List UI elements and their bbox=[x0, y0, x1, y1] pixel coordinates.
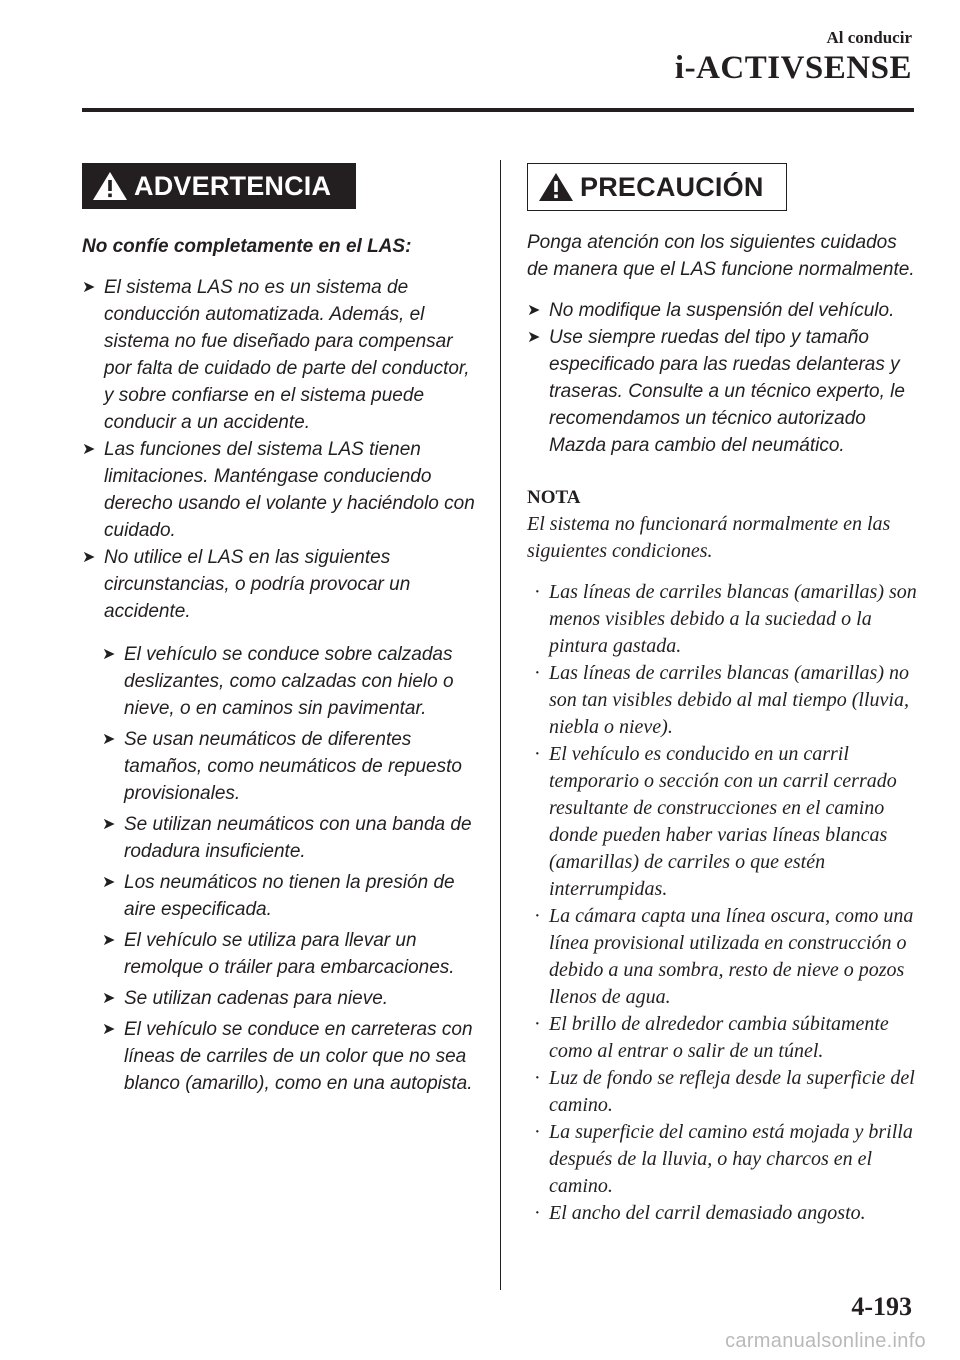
list-item: ➤ El vehículo se utiliza para llevar un remolque o tráiler para embarcaciones. bbox=[102, 927, 482, 981]
bullet-dot-icon: · bbox=[534, 1202, 541, 1224]
column-divider bbox=[500, 160, 501, 1290]
list-item: · Las líneas de carriles blancas (amarillas) no son tan visibles debido al mal tiempo (lluvia, niebla o nieve). bbox=[534, 662, 909, 738]
arrow-right-icon: ➤ bbox=[102, 932, 116, 949]
header-rule bbox=[82, 108, 914, 112]
bullet-dot-icon: · bbox=[534, 1067, 541, 1089]
caution-badge-label: PRECAUCIÓN bbox=[580, 171, 764, 202]
warning-badge bbox=[82, 163, 356, 209]
list-item: · El brillo de alrededor cambia súbitamente como al entrar o salir de un túnel. bbox=[534, 1013, 889, 1062]
warning-box bbox=[82, 163, 482, 1101]
bullet-dot-icon: · bbox=[534, 743, 541, 765]
caution-badge bbox=[527, 163, 787, 211]
list-item: ➤ Se utilizan neumáticos con una banda de rodadura insuficiente. bbox=[102, 811, 482, 865]
list-item: ➤ Los neumáticos no tienen la presión de aire especificada. bbox=[102, 869, 482, 923]
list-item: · Luz de fondo se refleja desde la superficie del camino. bbox=[534, 1067, 915, 1116]
list-item: ➤ No modifique la suspensión del vehículo. bbox=[527, 297, 922, 324]
arrow-right-icon: ➤ bbox=[102, 816, 116, 833]
bullet-dot-icon: · bbox=[534, 662, 541, 684]
chapter-title: i-ACTIVSENSE bbox=[674, 50, 912, 86]
arrow-right-icon: ➤ bbox=[82, 549, 96, 566]
arrow-right-icon: ➤ bbox=[82, 279, 96, 296]
warning-badge-label: ADVERTENCIA bbox=[134, 170, 332, 201]
note-section bbox=[527, 485, 922, 1227]
caution-lead: Ponga atención con los siguientes cuidados de manera que el LAS funcione normalmente. bbox=[527, 232, 915, 280]
bullet-dot-icon: · bbox=[534, 1121, 541, 1143]
caution-box bbox=[527, 163, 922, 1227]
warning-triangle-icon bbox=[538, 172, 574, 202]
bullet-dot-icon: · bbox=[534, 1013, 541, 1035]
list-item: · El vehículo es conducido en un carril temporario o sección con un carril cerrado resultante de construcciones en el camino donde pueden haber varias líneas blancas (amarillas) de carriles o que estén interrumpidas. bbox=[534, 743, 897, 900]
page-header bbox=[675, 28, 912, 88]
list-item: ➤ Se utilizan cadenas para nieve. bbox=[102, 985, 482, 1012]
watermark: carmanualsonline.info bbox=[725, 1330, 926, 1352]
bullet-dot-icon: · bbox=[534, 905, 541, 927]
arrow-right-icon: ➤ bbox=[82, 441, 96, 458]
warning-sublist bbox=[102, 641, 482, 1097]
list-item: ➤ El vehículo se conduce en carreteras con líneas de carriles de un color que no sea blanco (amarillo), como en una autopista. bbox=[102, 1016, 482, 1097]
section-name: Al conducir bbox=[826, 28, 912, 47]
list-item: · La cámara capta una línea oscura, como una línea provisional utilizada en construcción o debido a una sombra, resto de nieve o pozos llenos de agua. bbox=[534, 905, 914, 1008]
list-item: ➤ El vehículo se conduce sobre calzadas deslizantes, como calzadas con hielo o nieve, o en caminos sin pavimentar. bbox=[102, 641, 482, 722]
arrow-right-icon: ➤ bbox=[102, 990, 116, 1007]
warning-lead: No confíe completamente en el LAS: bbox=[82, 236, 412, 257]
arrow-right-icon: ➤ bbox=[102, 731, 116, 748]
list-item: ➤ Las funciones del sistema LAS tienen limitaciones. Manténgase conduciendo derecho usando el volante y haciéndolo con cuidado. bbox=[82, 436, 482, 544]
warning-list bbox=[82, 274, 482, 625]
list-item: ➤ Se usan neumáticos de diferentes tamaños, como neumáticos de repuesto provisionales. bbox=[102, 726, 482, 807]
arrow-right-icon: ➤ bbox=[102, 874, 116, 891]
arrow-right-icon: ➤ bbox=[102, 646, 116, 663]
list-item: · Las líneas de carriles blancas (amarillas) son menos visibles debido a la suciedad o la pintura gastada. bbox=[534, 581, 917, 657]
list-item: ➤ El sistema LAS no es un sistema de conducción automatizada. Además, el sistema no fue diseñado para compensar por falta de cuidado de parte del conductor, y sobre confiarse en el sistema puede conducir a un accidente. bbox=[82, 274, 482, 436]
arrow-right-icon: ➤ bbox=[527, 302, 541, 319]
arrow-right-icon: ➤ bbox=[527, 329, 541, 346]
note-text: El sistema no funcionará normalmente en las siguientes condiciones. bbox=[527, 513, 891, 562]
list-item: ➤ Use siempre ruedas del tipo y tamaño especificado para las ruedas delanteras y traseras. Consulte a un técnico experto, le recomendamos un técnico autorizado Mazda para cambio del neumático. bbox=[527, 324, 922, 459]
note-list bbox=[527, 579, 922, 1227]
warning-triangle-icon bbox=[92, 171, 128, 201]
bullet-dot-icon: · bbox=[534, 581, 541, 603]
list-item: ➤ No utilice el LAS en las siguientes circunstancias, o podría provocar un accidente. bbox=[82, 544, 482, 625]
page-number: 4-193 bbox=[851, 1292, 912, 1321]
note-title: NOTA bbox=[527, 487, 581, 508]
list-item: · La superficie del camino está mojada y brilla después de la lluvia, o hay charcos en el camino. bbox=[534, 1121, 913, 1197]
caution-list bbox=[527, 297, 922, 459]
list-item: · El ancho del carril demasiado angosto. bbox=[527, 1200, 922, 1227]
arrow-right-icon: ➤ bbox=[102, 1021, 116, 1038]
